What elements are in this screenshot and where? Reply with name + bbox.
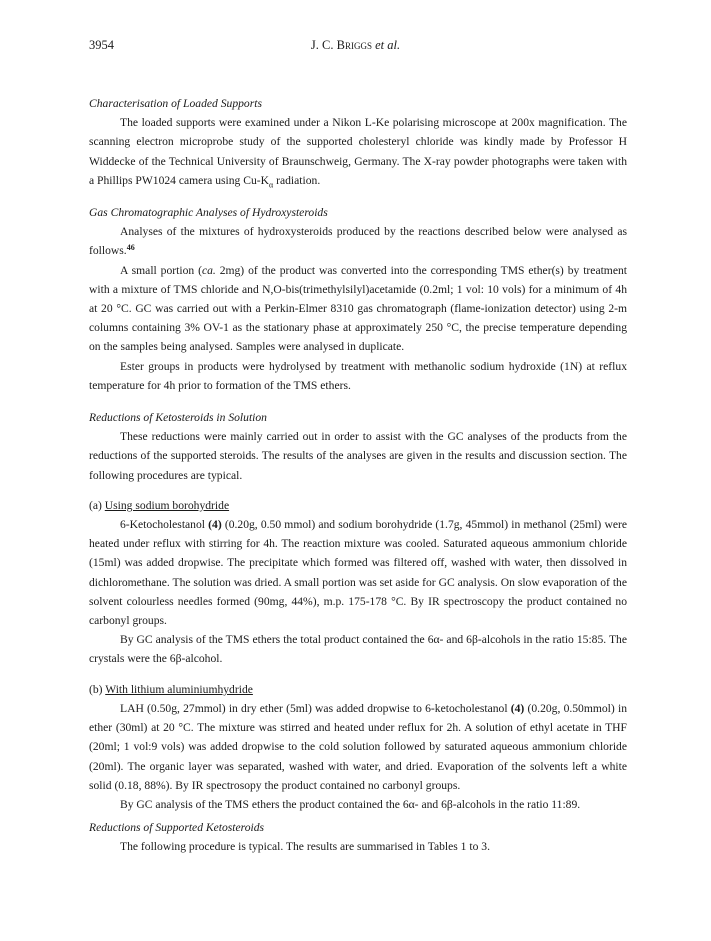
paragraph-borohydride-procedure <box>89 515 627 630</box>
section-title-reductions-solution: Reductions of Ketosteroids in Solution <box>89 411 267 425</box>
paragraph-lah-result: By GC analysis of the TMS ethers the product contained the 6α- and 6β-alcohols in the ratio 11:89. <box>120 797 581 811</box>
running-header-authors <box>0 38 711 53</box>
subsection-title-text: Using sodium borohydride <box>104 498 230 512</box>
subsection-title-borohydride <box>89 496 627 515</box>
paragraph-gc-intro <box>89 222 627 260</box>
reference-superscript: 46 <box>126 243 135 253</box>
subsection-title-lah <box>89 680 627 699</box>
author-prefix: J. C. <box>310 38 337 52</box>
paragraph-text: A small portion ( <box>120 263 202 277</box>
subsection-title-text: With lithium aluminiumhydride <box>105 682 253 696</box>
paragraph-text: 2mg) of the product was converted into the corresponding TMS ether(s) by treatment with a mixture of TMS chloride and N,O-bis(trimethylsilyl)acetamide (0.2ml; 1 vol: 10 vols) for a minimum of 4h at 20 °C. GC was carried out with a Perkin-Elmer 8310 gas chromatograph (flame-ionization detector) using 2-m columns containing 3% OV-1 as the stationary phase at approximately 250 °C, the precise temperature depending on the samples being analysed. Samples were analysed in duplicate. <box>89 263 627 354</box>
author-et-al: et al. <box>371 38 401 52</box>
article-body <box>89 94 627 857</box>
paragraph-borohydride-result: By GC analysis of the TMS ethers the total product contained the 6α- and 6β-alcohols in the ratio 15:85. The crystals were the 6β-alcohol. <box>89 633 627 666</box>
paragraph-supported-intro: The following procedure is typical. The results are summarised in Tables 1 to 3. <box>120 840 490 854</box>
paragraph-reductions-intro: These reductions were mainly carried out in order to assist with the GC analyses of the products from the reductions of the supported steroids. The results of the analyses are given in the results and discussion section. The following procedures are typical. <box>89 430 627 482</box>
paragraph-text: radiation. <box>273 173 321 187</box>
alpha-subscript: α <box>269 180 274 190</box>
paragraph-text: The loaded supports were examined under a Nikon L-Ke polarising microscope at 200x magnification. The scanning electron microprobe study of the supported cholesteryl chloride was kindly made by Professor H Widdecke of the Technical University of Braunschweig, Germany. The X-ray powder photographs were taken with a Phillips PW1024 camera using Cu-K <box>89 116 627 187</box>
subsection-prefix: (a) <box>89 498 105 512</box>
paragraph-lah-procedure <box>89 699 627 795</box>
section-title-gc-analyses: Gas Chromatographic Analyses of Hydroxysteroids <box>89 206 328 220</box>
paragraph-text: (0.20g, 0.50 mmol) and sodium borohydride (1.7g, 45mmol) in methanol (25ml) were heated under reflux with stirring for 4h. The reaction mixture was cooled. Saturated aqueous ammonium chloride (15ml) was added dropwise. The precipitate which formed was filtered off, washed with water, then dissolved in dichloromethane. The solution was dried. A small portion was set aside for GC analysis. On slow evaporation of the solvent colourless needles formed (90mg, 44%), m.p. 175-178 °C. By IR spectroscopy the product contained no carbonyl groups. <box>89 518 627 628</box>
paragraph-gc-method <box>89 261 627 357</box>
compound-number: (4) <box>208 518 222 532</box>
paragraph-text: (0.20g, 0.50mmol) in ether (30ml) at 20 °C. The mixture was stirred and heated under reflux for 2h. A solution of ethyl acetate in THF (20ml; 1 vol:9 vols) was added dropwise to the cold solution followed by saturated aqueous ammonium chloride (20ml). The organic layer was separated, washed with water, and dried. Evaporation of the solvents left a white solid (0.18, 88%). By IR spectrosopy the product contained no carbonyl groups. <box>89 701 627 792</box>
paragraph-text: LAH (0.50g, 27mmol) in dry ether (5ml) was added dropwise to 6-ketocholestanol <box>120 701 511 715</box>
compound-number: (4) <box>510 701 525 715</box>
paragraph-text: Analyses of the mixtures of hydroxysteroids produced by the reactions described below were analysed as follows. <box>89 225 627 258</box>
paragraph-text: 6-Ketocholestanol <box>120 518 209 532</box>
subsection-prefix: (b) <box>89 682 106 696</box>
page-number: 3954 <box>89 38 114 52</box>
section-title-supported-ketosteroids: Reductions of Supported Ketosteroids <box>89 821 265 835</box>
section-title-characterisation: Characterisation of Loaded Supports <box>89 97 262 110</box>
author-surname: Briggs <box>336 38 372 52</box>
paragraph-characterisation <box>89 113 627 190</box>
circa-italic: ca. <box>201 263 216 277</box>
paragraph-ester-hydrolysis: Ester groups in products were hydrolysed by treatment with methanolic sodium hydroxide (1N) at reflux temperature for 4h prior to formation of the TMS ethers. <box>89 359 627 392</box>
